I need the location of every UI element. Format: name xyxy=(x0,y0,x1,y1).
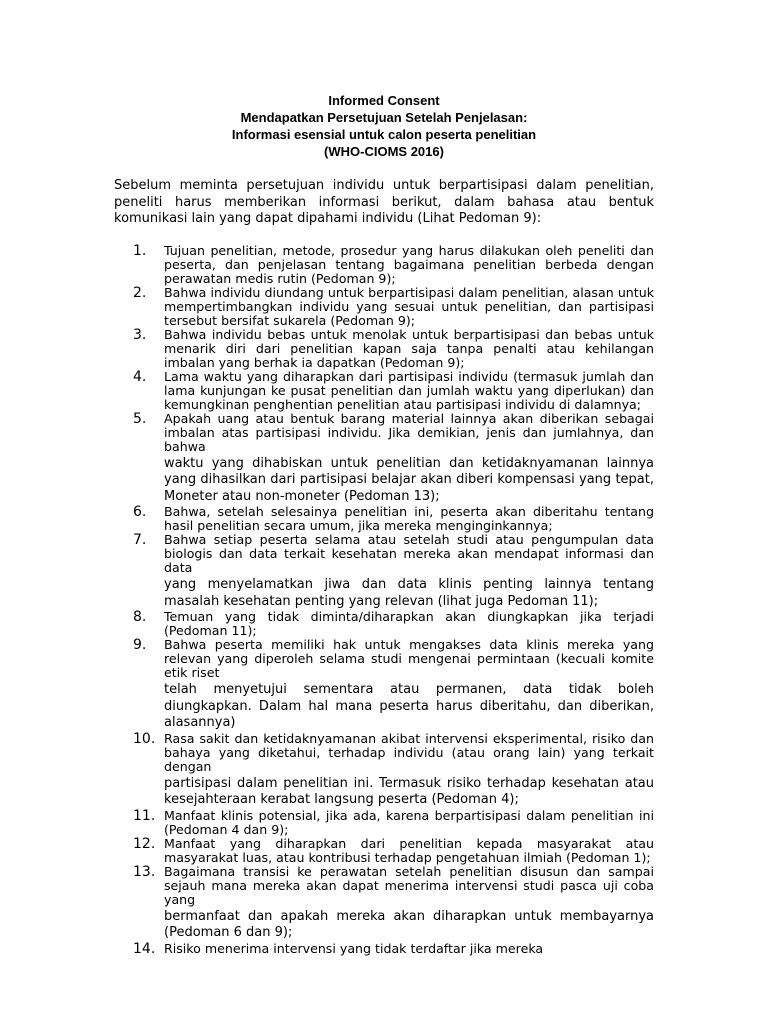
list-item-text: Temuan yang tidak diminta/diharapkan akan diungkapkan jika terjadi (Pedoman 11); xyxy=(164,609,654,638)
list-item xyxy=(114,505,654,533)
list-item xyxy=(114,244,654,286)
list-item xyxy=(114,837,654,865)
list-item-number: 4. xyxy=(133,368,147,385)
list-item-text: Manfaat klinis potensial, jika ada, karena berpartisipasi dalam penelitian ini (Pedoman 4 dan 9); xyxy=(164,807,654,837)
list-item xyxy=(114,610,654,638)
list-item xyxy=(114,732,654,809)
list-item-text: Rasa sakit dan ketidaknyamanan akibat intervensi eksperimental, risiko dan bahaya yang diketahui, terhadap individu (atau orang lain) yang terkait dengan xyxy=(164,730,654,774)
requirement-list xyxy=(114,244,654,956)
list-item-number: 7. xyxy=(133,532,147,548)
list-item-text: Bahwa, setelah selesainya penelitian ini, peserta akan diberitahu tentang hasil penelitian secara umum, jika mereka menginginkannya; xyxy=(164,504,654,533)
list-item-number: 1. xyxy=(133,242,147,259)
title-line-2: Mendapatkan Persetujuan Setelah Penjelasan: xyxy=(240,110,528,125)
list-item-text: Apakah uang atau bentuk barang material lainnya akan diberikan sebagai imbalan atas partisipasi individu. Jika demikian, jenis dan jumlahnya, dan bahwa xyxy=(164,410,654,454)
list-item-number: 2. xyxy=(133,284,147,301)
list-item-text: Bahwa individu bebas untuk menolak untuk berpartisipasi dan bebas untuk menarik diri dari penelitian kapan saja tanpa penalti atau kehilangan imbalan yang berhak ia dapatkan (Pedoman 9); xyxy=(164,326,654,370)
list-item-number: 8. xyxy=(133,609,147,625)
list-item-text: Lama waktu yang diharapkan dari partisipasi individu (termasuk jumlah dan lama kunjungan ke pusat penelitian dan jumlah waktu yang diperlukan) dan kemungkinan penghentian penelitian atau partisipasi individu di dalamnya; xyxy=(164,368,654,412)
list-item-number: 13. xyxy=(133,863,156,880)
list-item-number: 11. xyxy=(133,807,156,824)
list-item-continuation: partisipasi dalam penelitian ini. Termasuk risiko terhadap kesehatan atau kesejahteraan kerabat langsung peserta (Pedoman 4); xyxy=(164,775,654,807)
list-item-continuation: telah menyetujui sementara atau permanen, data tidak boleh diungkapkan. Dalam hal mana peserta harus diberitahu, dan diberikan, alasannya) xyxy=(164,682,654,730)
list-item-continuation: yang menyelamatkan jiwa dan data klinis penting lainnya tentang masalah kesehatan penting yang relevan (lihat juga Pedoman 11); xyxy=(164,577,654,609)
list-item-text: Risiko menerima intervensi yang tidak terdaftar jika mereka xyxy=(164,940,544,956)
list-item xyxy=(114,370,654,412)
title-line-4: (WHO-CIOMS 2016) xyxy=(324,144,444,159)
list-item xyxy=(114,865,654,942)
title-line-1: Informed Consent xyxy=(328,93,440,108)
list-item-text: Tujuan penelitian, metode, prosedur yang harus dilakukan oleh peneliti dan peserta, dan penjelasan tentang bagaimana penelitian berbeda dengan perawatan medis rutin (Pedoman 9); xyxy=(164,242,654,286)
list-item xyxy=(114,533,654,610)
list-item xyxy=(114,638,654,732)
document-header xyxy=(114,92,654,160)
title-line-3: Informasi esensial untuk calon peserta penelitian xyxy=(231,127,537,142)
list-item xyxy=(114,328,654,370)
list-item-text: Manfaat yang diharapkan dari penelitian kepada masyarakat atau masyarakat luas, atau kontribusi terhadap pengetahuan ilmiah (Pedoman 1); xyxy=(164,835,654,865)
list-item-continuation: waktu yang dihabiskan untuk penelitian dan ketidaknyamanan lainnya yang dihasilkan dari partisipasi belajar akan diberi kompensasi yang tepat, Moneter atau non-moneter (Pedoman 13); xyxy=(164,455,654,504)
list-item xyxy=(114,942,654,956)
list-item-number: 9. xyxy=(133,637,147,653)
intro-paragraph: Sebelum meminta persetujuan individu untuk berpartisipasi dalam penelitian, peneliti harus memberikan informasi berikut, dalam bahasa atau bentuk komunikasi lain yang dapat dipahami individu (Lihat Pedoman 9): xyxy=(114,178,654,226)
list-item-text: Bahwa individu diundang untuk berpartisipasi dalam penelitian, alasan untuk mempertimbangkan individu yang sesuai untuk penelitian, dan partisipasi tersebut bersifat sukarela (Pedoman 9); xyxy=(164,284,654,328)
list-item-text: Bagaimana transisi ke perawatan setelah penelitian disusun dan sampai sejauh mana mereka akan dapat menerima intervensi studi pasca uji coba yang xyxy=(164,863,654,907)
list-item-number: 14. xyxy=(133,940,156,957)
list-item xyxy=(114,286,654,328)
list-item-text: Bahwa setiap peserta selama atau setelah studi atau pengumpulan data biologis dan data terkait kesehatan mereka akan mendapat informasi dan data xyxy=(164,532,654,575)
list-item-number: 6. xyxy=(133,504,147,520)
list-item-continuation: bermanfaat dan apakah mereka akan diharapkan untuk membayarnya (Pedoman 6 dan 9); xyxy=(164,908,654,940)
list-item-number: 5. xyxy=(133,410,147,427)
list-item xyxy=(114,809,654,837)
list-item-number: 3. xyxy=(133,326,147,343)
list-item-number: 12. xyxy=(133,835,156,852)
list-item-number: 10. xyxy=(133,730,156,747)
list-item-text: Bahwa peserta memiliki hak untuk mengakses data klinis mereka yang relevan yang diperoleh selama studi mengenai permintaan (kecuali komite etik riset xyxy=(164,637,654,680)
list-item xyxy=(114,412,654,506)
